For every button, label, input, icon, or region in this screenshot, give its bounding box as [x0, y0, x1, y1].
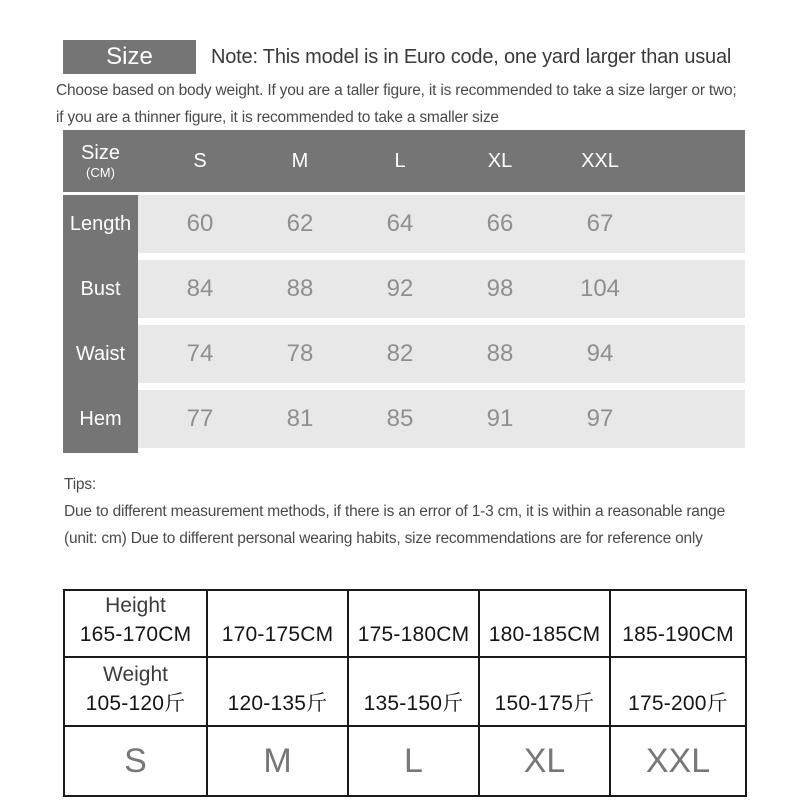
height-cell: 180-185CM	[479, 590, 610, 657]
table-row-bust	[63, 260, 745, 318]
column-header-l: L	[394, 149, 406, 172]
cell-value: 62	[286, 210, 314, 237]
weight-cell: 120-135斤	[207, 657, 348, 726]
cell-value: 60	[186, 210, 214, 237]
table-row-length	[63, 195, 745, 253]
fit-table	[63, 589, 747, 797]
size-table-body	[63, 195, 745, 453]
size-cell: S	[64, 726, 207, 796]
tips-line-2: (unit: cm) Due to different personal wearing habits, size recommendations are for reference only	[64, 530, 703, 547]
row-label: Waist	[75, 342, 126, 365]
height-cell: 185-190CM	[610, 590, 746, 657]
weight-cell: 175-200斤	[610, 657, 746, 726]
size-table-header	[63, 130, 745, 192]
height-header-cell	[64, 590, 207, 657]
corner-unit: (CM)	[86, 165, 115, 180]
fit-table-size-row	[64, 726, 746, 796]
intro-line-1: Choose based on body weight. If you are a taller figure, it is recommended to take a size larger or two;	[56, 82, 737, 99]
tips-line-1: Due to different measurement methods, if there is an error of 1-3 cm, it is within a reasonable range	[64, 503, 725, 520]
cell-value: 66	[486, 210, 514, 237]
fit-table-height-row	[64, 590, 746, 657]
size-badge: Size	[63, 40, 196, 74]
tips-title: Tips:	[64, 476, 97, 493]
cell-value: 64	[386, 210, 414, 237]
size-cell: M	[207, 726, 348, 796]
table-row-hem	[63, 390, 745, 448]
height-cell: 175-180CM	[348, 590, 479, 657]
height-range: 165-170CM	[79, 623, 192, 646]
row-label: Bust	[80, 277, 121, 300]
weight-header-cell	[64, 657, 207, 726]
cell-value: 88	[286, 275, 314, 302]
column-header-s: S	[193, 149, 207, 172]
cell-value: 92	[386, 275, 414, 302]
row-values	[138, 195, 745, 253]
cell-value: 84	[186, 275, 214, 302]
tips-section	[64, 471, 800, 552]
weight-cell: 150-175斤	[479, 657, 610, 726]
row-values	[138, 260, 745, 318]
cell-value: 97	[586, 405, 614, 432]
column-header-xl: XL	[487, 149, 513, 172]
height-cell: 170-175CM	[207, 590, 348, 657]
cell-value: 104	[579, 275, 621, 302]
weight-range: 105-120斤	[85, 692, 186, 715]
cell-value: 78	[286, 340, 314, 367]
cell-value: 74	[186, 340, 214, 367]
column-header-xxl: XXL	[581, 149, 619, 172]
cell-value: 81	[286, 405, 314, 432]
cell-value: 82	[386, 340, 414, 367]
note-text: Note: This model is in Euro code, one yard larger than usual	[211, 46, 732, 68]
size-cell: XL	[479, 726, 610, 796]
intro-paragraph	[56, 77, 796, 131]
size-table	[63, 130, 745, 453]
cell-value: 85	[386, 405, 414, 432]
intro-line-2: if you are a thinner figure, it is recommended to take a smaller size	[56, 109, 499, 126]
row-values	[138, 325, 745, 383]
size-table-column-headers	[138, 130, 745, 192]
cell-value: 94	[586, 340, 614, 367]
weight-label: Weight	[103, 663, 168, 686]
size-cell: L	[348, 726, 479, 796]
table-row-waist	[63, 325, 745, 383]
cell-value: 77	[186, 405, 214, 432]
cell-value: 98	[486, 275, 514, 302]
height-label: Height	[105, 594, 166, 617]
size-table-corner-cell	[63, 130, 138, 192]
cell-value: 88	[486, 340, 514, 367]
weight-cell: 135-150斤	[348, 657, 479, 726]
cell-value: 91	[486, 405, 514, 432]
row-label: Hem	[79, 407, 122, 430]
row-label: Length	[69, 212, 132, 235]
row-values	[138, 390, 745, 448]
size-cell: XXL	[610, 726, 746, 796]
fit-table-weight-row	[64, 657, 746, 726]
corner-title: Size	[81, 142, 120, 164]
column-header-m: M	[291, 149, 309, 172]
cell-value: 67	[586, 210, 614, 237]
